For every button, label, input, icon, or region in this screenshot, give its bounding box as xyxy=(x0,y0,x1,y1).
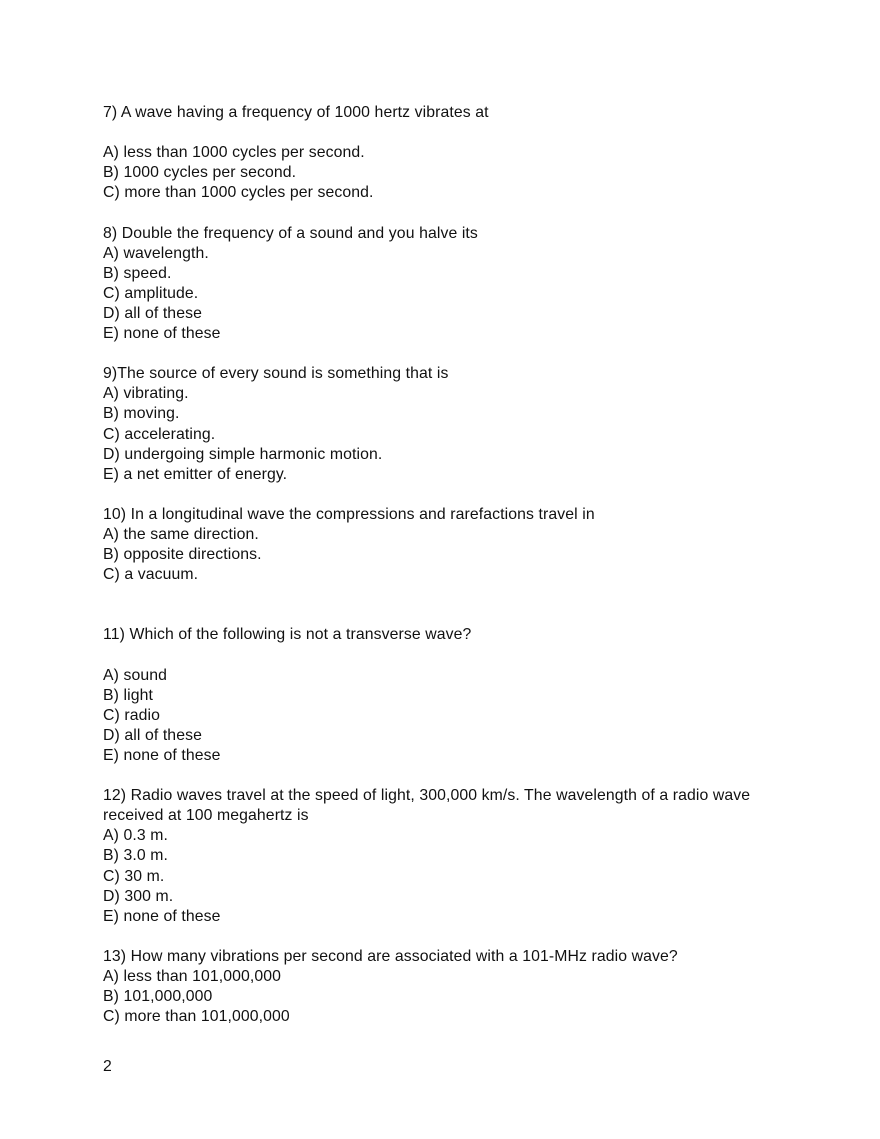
question-option: B) opposite directions. xyxy=(103,546,262,564)
question-option: D) undergoing simple harmonic motion. xyxy=(103,445,383,463)
question-option: B) 101,000,000 xyxy=(103,988,213,1006)
question-option: D) all of these xyxy=(103,304,202,322)
question-option: C) more than 1000 cycles per second. xyxy=(103,184,374,202)
question-option: B) speed. xyxy=(103,264,172,282)
question-text: 10) In a longitudinal wave the compressions and rarefactions travel in xyxy=(103,505,595,523)
questions-list xyxy=(103,103,771,1027)
question-option: A) sound xyxy=(103,666,168,684)
question-option: B) moving. xyxy=(103,405,180,423)
question-text: 12) Radio waves travel at the speed of light, 300,000 km/s. The wavelength of a radio wave received at 100 megahertz is xyxy=(103,787,751,825)
page-number: 2 xyxy=(103,1058,112,1075)
question-text: 8) Double the frequency of a sound and you halve its xyxy=(103,224,478,242)
question-option: C) 30 m. xyxy=(103,867,165,885)
question-block xyxy=(103,505,771,585)
question-option: E) none of these xyxy=(103,325,221,343)
question-option: C) radio xyxy=(103,706,160,724)
question-option: A) less than 101,000,000 xyxy=(103,968,282,986)
question-text: 9)The source of every sound is something that is xyxy=(103,365,449,383)
question-option: A) wavelength. xyxy=(103,244,209,262)
question-block xyxy=(103,103,771,203)
question-option: E) none of these xyxy=(103,907,221,925)
question-option: E) none of these xyxy=(103,747,221,764)
question-option: C) a vacuum. xyxy=(103,566,199,584)
question-option: B) light xyxy=(103,686,153,704)
question-block xyxy=(103,625,771,766)
question-option: D) all of these xyxy=(103,726,202,744)
question-text: 13) How many vibrations per second are associated with a 101-MHz radio wave? xyxy=(103,947,678,965)
question-option: C) accelerating. xyxy=(103,425,216,443)
question-option: B) 1000 cycles per second. xyxy=(103,164,297,182)
question-option: B) 3.0 m. xyxy=(103,847,168,865)
question-option: A) vibrating. xyxy=(103,385,189,403)
question-text: 7) A wave having a frequency of 1000 hertz vibrates at xyxy=(103,104,489,121)
question-option: C) amplitude. xyxy=(103,284,199,302)
question-option: D) 300 m. xyxy=(103,887,174,905)
question-block xyxy=(103,947,771,1027)
question-block xyxy=(103,224,771,345)
question-option: C) more than 101,000,000 xyxy=(103,1008,290,1026)
question-option: A) the same direction. xyxy=(103,525,259,543)
question-option: E) a net emitter of energy. xyxy=(103,465,288,483)
question-block xyxy=(103,364,771,485)
question-option: A) 0.3 m. xyxy=(103,827,168,845)
question-option: A) less than 1000 cycles per second. xyxy=(103,144,365,162)
question-block xyxy=(103,786,771,927)
question-text: 11) Which of the following is not a transverse wave? xyxy=(103,626,472,644)
